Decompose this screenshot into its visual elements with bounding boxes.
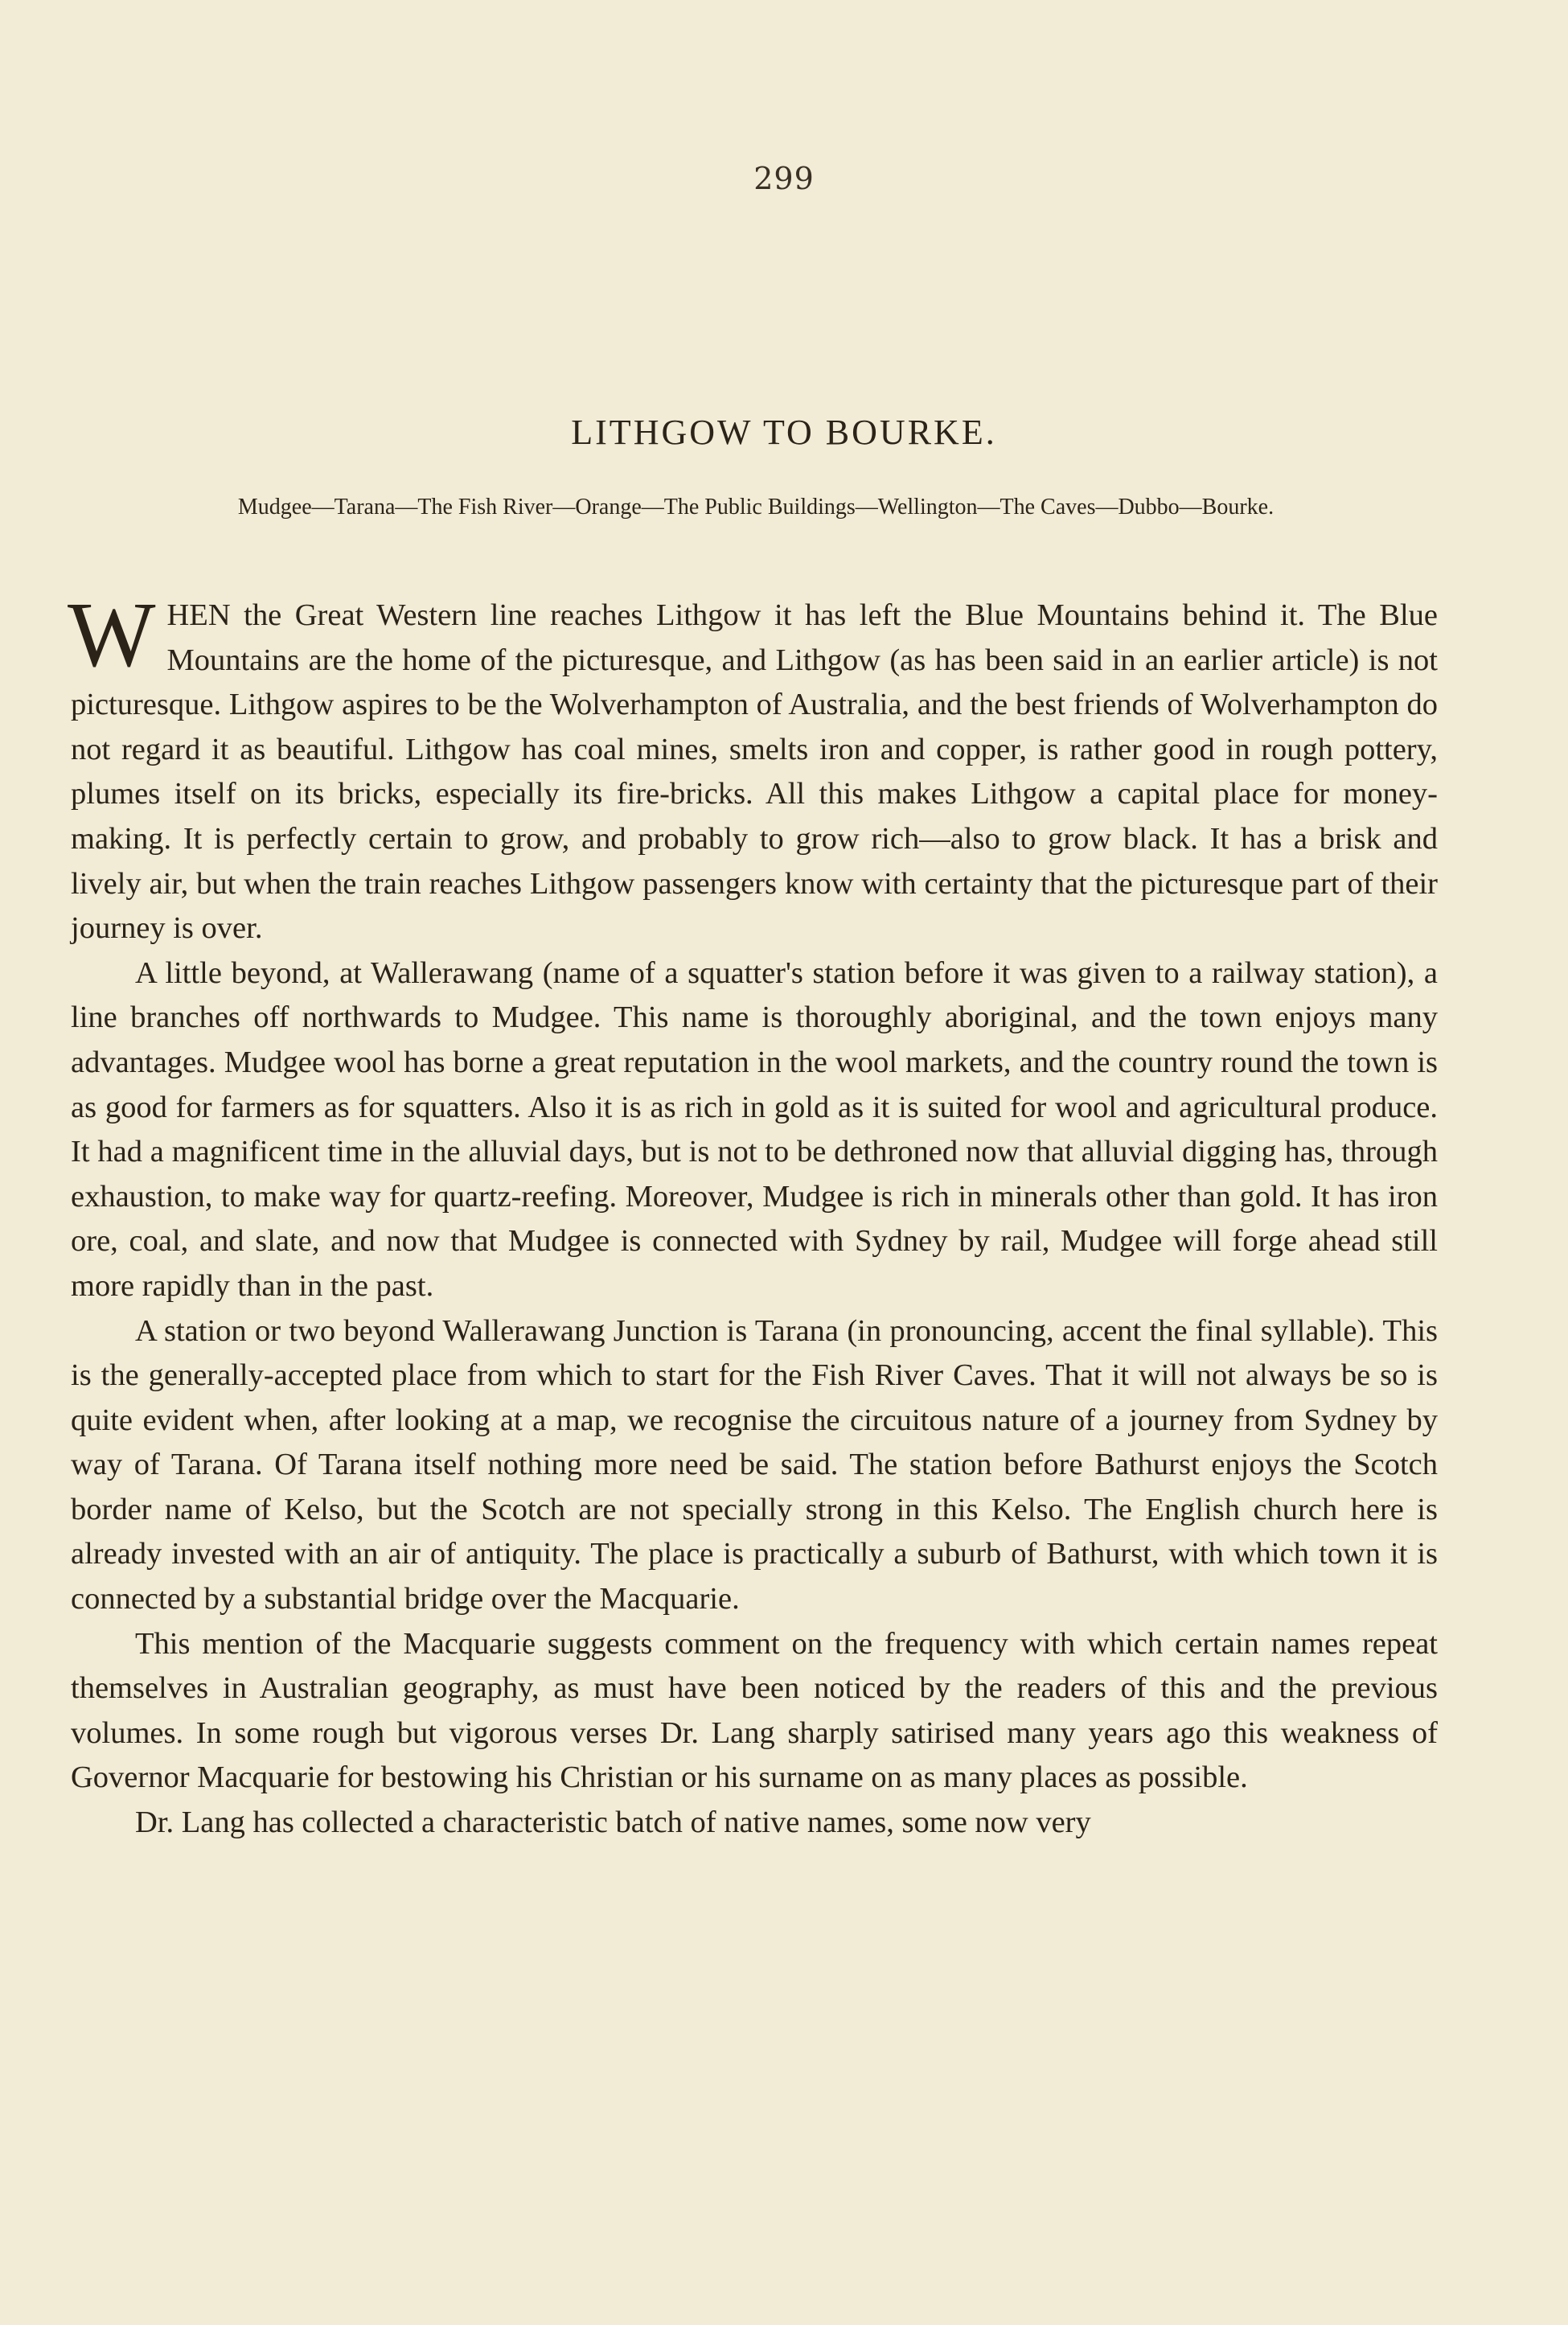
- paragraph-1: [68, 584, 1438, 951]
- chapter-title: LITHGOW TO BOURKE.: [571, 413, 997, 452]
- paragraph-2: A little beyond, at Wallerawang (name of a squatter's station before it was given to a railway station), a line branches off northwards to Mudgee. This name is thoroughly aboriginal, and the town enjoys many advantages. Mudgee wool has borne a great reputation in the wool markets, and the country round the town is as good for farmers as for squatters. Also it is as rich in gold as it is suited for wool and agricultural produce. It had a magnificent time in the alluvial days, but is not to be dethroned now that alluvial digging has, through exhaustion, to make way for quartz-reefing. Moreover, Mudgee is rich in minerals other than gold. It has iron ore, coal, and slate, and now that Mudgee is connected with Sydney by rail, Mudgee will forge ahead still more rapidly than in the past.: [71, 955, 1438, 1303]
- paragraph-4: This mention of the Macquarie suggests comment on the frequency with which certain names repeat themselves in Australian geography, as must have been noticed by the readers of this and the previous volumes. In some rough but vigorous verses Dr. Lang sharply satirised many years ago this weakness of Governor Macquarie for bestowing his Christian or his surname on as many places as possible.: [71, 1626, 1438, 1795]
- paragraph-3: A station or two beyond Wallerawang Junction is Tarana (in pronouncing, accent the final syllable). This is the generally-accepted place from which to start for the Fish River Caves. That it will not always be so is quite evident when, after looking at a map, we recognise the circuitous nature of a journey from Sydney by way of Tarana. Of Tarana itself nothing more need be said. The station before Bathurst enjoys the Scotch border name of Kelso, but the Scotch are not specially strong in this Kelso. The English church here is already invested with an air of antiquity. The place is practically a suburb of Bathurst, with which town it is connected by a substantial bridge over the Macquarie.: [71, 1313, 1438, 1616]
- page-number: 299: [753, 161, 815, 196]
- paragraph-1-text: HEN the Great Western line reaches Lithgow it has left the Blue Mountains behind it. The Blue Mountains are the home of the picturesque, and Lithgow (as has been said in an earlier article) is not picturesque. Lithgow aspires to be the Wolverhampton of Australia, and the best friends of Wolverhampton do not regard it as beautiful. Lithgow has coal mines, smelts iron and copper, is rather good in rough pottery, plumes itself on its bricks, especially its fire-bricks. All this makes Lithgow a capital place for money-making. It is perfectly certain to grow, and probably to grow rich—also to grow black. It has a brisk and lively air, but when the train reaches Lithgow passengers know with certainty that the picturesque part of their journey is over.: [71, 598, 1438, 946]
- chapter-subtitle: Mudgee—Tarana—The Fish River—Orange—The Public Buildings—Wellington—The Caves—Dubbo—Bourke.: [237, 495, 1275, 520]
- paragraph-5: Dr. Lang has collected a characteristic batch of native names, some now very: [135, 1805, 1091, 1840]
- body-text: [68, 584, 1438, 1846]
- drop-cap: W: [68, 584, 156, 687]
